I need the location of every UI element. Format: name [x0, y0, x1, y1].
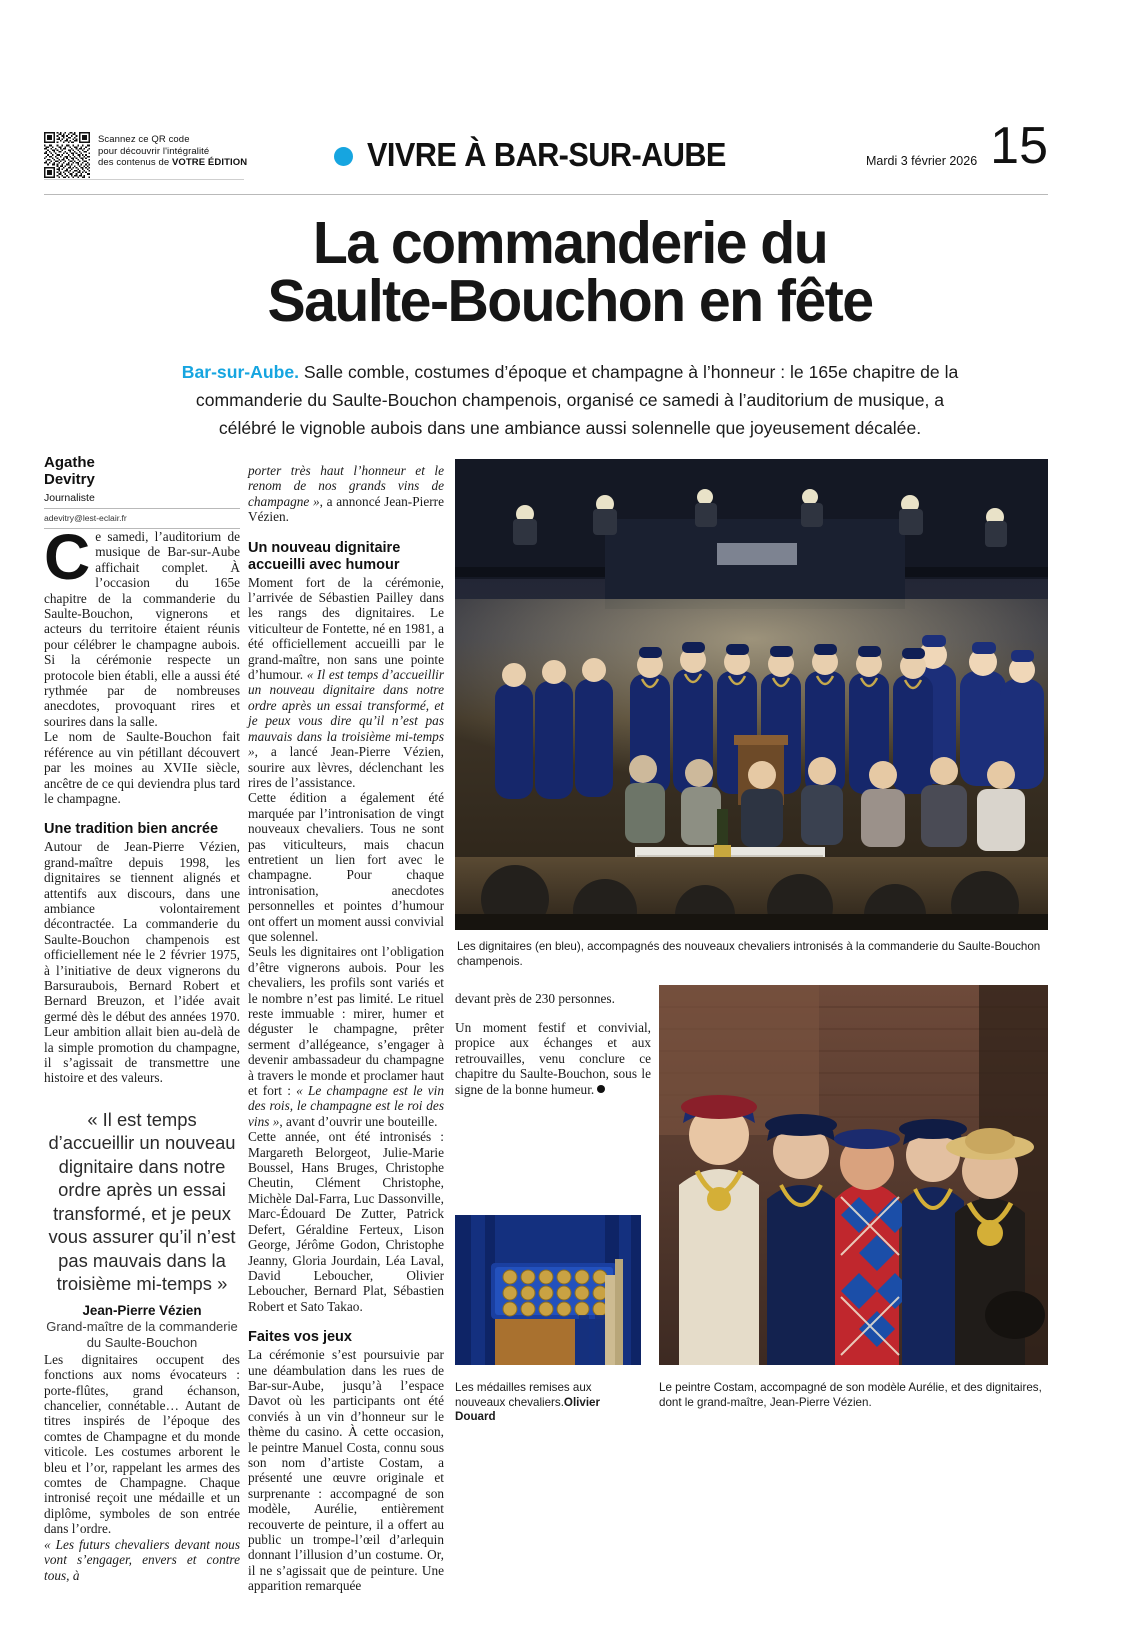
masthead — [44, 117, 1048, 190]
paragraph: Autour de Jean-Pierre Vézien, grand-maître depuis 1998, les dignitaires se tiennent alignés et attentifs aux discours, dans une ambiance volontairement décontractée. La commanderie du Saulte-Bouchon champenois est officiellement née le 2 février 1975, à l’initiative de deux vignerons du Barsuraubois, Bernard Robert et Bernard Breuzon, et l’idée avait germé dès le début des années 1970. Leur ambition allait bien au-delà de la simple promotion du champagne, il s’agissait de transmettre une histoire et des valeurs. — [44, 839, 240, 1086]
standfirst-text: Salle comble, costumes d’époque et champagne à l’honneur : le 165e chapitre de la commanderie du Saulte-Bouchon champenois, organisé ce samedi à l’auditorium de musique, a célébré le vignoble aubois dans une ambiance aussi solennelle que joyeusement décalée. — [195, 362, 959, 438]
paragraph: devant près de 230 personnes. — [455, 991, 615, 1007]
standfirst — [175, 358, 965, 442]
qr-promo-line1: Scannez ce QR code — [98, 134, 190, 145]
paragraph: Cette édition a également été marquée par l’intronisation de vingt nouveaux chevaliers. Tous ne sont pas viticulteurs, mais chacun entretient un lien fort avec le champagne. Pour chaque intronisation, anecdotes personnelles et pointes d’humour ont offert un moment aussi convivial que solennel. — [248, 790, 444, 944]
paragraph-text: , a annoncé Jean-Pierre Vézien. — [248, 493, 444, 525]
end-mark-icon — [597, 1085, 605, 1093]
headline-line-2: Saulte-Bouchon en fête — [267, 268, 873, 334]
subheading-line-2: accueilli avec humour — [248, 556, 400, 573]
paragraph: Le nom de Saulte-Bouchon fait référence au vin pétillant découvert par les moines au XVIIe siècle, ancêtre de ce qui deviendra plus tard le champagne. — [44, 729, 240, 806]
drop-cap: C — [44, 521, 91, 593]
paragraph: Les dignitaires occupent des fonctions aux noms évocateurs : porte-flûtes, grand échanson, chancelier, connétable… Autant de titres inspirés de l’époque des comtes de Champagne et du monde viticole. Les costumes arborent le bleu et l’or, rappelant les armes des comtes de Champagne. Chaque intronisé reçoit une médaille et un diplôme, symboles de son entrée dans l’ordre. — [44, 1351, 240, 1537]
subheading — [248, 540, 444, 574]
costam-photo-caption: Le peintre Costam, accompagné de son modèle Aurélie, et des dignitaires, dont le grand-maître, Jean-Pierre Vézien. — [659, 1381, 1042, 1409]
medals-photo — [455, 1215, 641, 1365]
quote-italic: « Il est temps d’accueillir un nouveau dignitaire dans notre ordre après un essai transformé, et je peux vous dire qu’il n’est pas mauvais dans la troisième mi-temps » — [248, 667, 445, 760]
paragraph-text: Un moment festif et convivial, propice aux échanges et aux retrouvailles, venu conclure ce chapitre du Saulte-Bouchon, sous le signe de la bonne humeur. — [455, 1020, 651, 1097]
article-column-1 — [44, 455, 240, 1583]
qr-promo-edition: VOTRE ÉDITION — [171, 157, 248, 168]
masthead-divider — [44, 194, 1048, 195]
paragraph: Cette année, ont été intronisés : Margareth Belorgeot, Julie-Marie Boussel, Hans Bruges, Christophe Cheutin, Clément Christophe, Michèle Dal-Farra, Luc Dassonville, Marc-Édouard De Zutter, Patrick Defert, Géraldine Ferteux, Lison George, Jérôme Godon, Christophe Jeanny, Gloria Jourdain, Léa Laval, David Leboucher, Olivier Leboucher, Bernard Plat, Sébastien Robert et Sato Takao. — [248, 1129, 444, 1314]
main-photo-image — [455, 459, 1048, 930]
paragraph — [248, 944, 444, 1129]
subheading: Faites vos jeux — [248, 1329, 352, 1346]
headline-line-1: La commanderie du — [312, 210, 828, 276]
paragraph-italic: « Les futurs chevaliers devant nous vont s’engager, envers et contre tous, à — [44, 1536, 240, 1583]
quote-italic: porter très haut l’honneur et le renom de nos grands vins de champagne » — [248, 463, 444, 509]
paragraph: La cérémonie s’est poursuivie par une déambulation dans les rues de Bar-sur-Aube, jusqu’à l’espace Davot où les participants ont été conviés à un vin d’honneur sur le thème du casino. À cette occasion, le peintre Manuel Costa, connu sous son nom d’artiste Costam, a présenté une œuvre originale et surprenante : accompagné de son modèle, Aurélie, entièrement recouverte de peinture, il a offert au public un trompe-l’œil d’arlequin donnant l’illusion d’un costume. Or, il ne s’agissait que de peinture. Une apparition remarquée — [248, 1347, 444, 1594]
paragraph-text: , avant d’ouvrir une bouteille. — [279, 1113, 438, 1129]
qr-promo-line3 — [98, 157, 247, 169]
costam-photo-image — [659, 985, 1048, 1365]
byline-divider-1 — [44, 508, 240, 509]
paragraph-text: Seuls les dignitaires ont l’obligation d’être vignerons aubois. Pour les chevaliers, les profils sont variés et le nombre n’est pas limité. Le rituel reste immuable : mirer, humer et déguster le champagne, prêter serment d’allégeance, s’engager à devenir ambassadeur du champagne à travers le monde et proclamer haut et fort : — [248, 944, 444, 1099]
page-number: 15 — [990, 117, 1048, 175]
pull-quote-author: Jean-Pierre Vézien — [82, 1302, 202, 1318]
qr-promo-line3-prefix: des contenus de — [98, 157, 172, 168]
paragraph-text: e samedi, l’auditorium de musique de Bar-sur-Aube affichait complet. À l’occasion du 165e chapitre de la commanderie du Saulte-Bouchon, vignerons et acteurs du territoire étaient réunis pour célébrer le champagne aubois. Si la cérémonie respecte un protocole bien établi, elle a aussi été rythmée par de nombreuses anecdotes, provoquant rires et sourires dans la salle. — [44, 529, 240, 729]
byline-email[interactable]: adevitry@lest-eclair.fr — [44, 513, 127, 523]
paragraph-text: Moment fort de la cérémonie, l’arrivée de Sébastien Pailley dans les rangs des dignitaires. Le viticulteur de Fontette, né en 1981, a été officiellement accueilli par le grand-maître, non sans une pointe d’humour. — [248, 574, 444, 683]
masthead-divider-short — [44, 179, 244, 180]
subheading: Une tradition bien ancrée — [44, 821, 219, 838]
byline-first-name: Agathe — [44, 454, 95, 471]
article-column-2 — [248, 463, 444, 1594]
photo-credit: Olivier Douard — [455, 1395, 601, 1423]
medals-photo-image — [455, 1215, 641, 1365]
main-photo — [455, 459, 1048, 930]
byline — [44, 455, 240, 529]
issue-date: Mardi 3 février 2026 — [866, 154, 978, 168]
qr-promo-block — [44, 132, 247, 178]
byline-role: Journaliste — [44, 492, 95, 504]
paragraph — [44, 521, 240, 729]
paragraph — [248, 463, 444, 525]
costam-photo — [659, 985, 1048, 1365]
standfirst-place: Bar-sur-Aube. — [181, 362, 300, 382]
medals-photo-caption — [455, 1381, 641, 1425]
pull-quote: « Il est temps d’accueillir un nouveau dignitaire dans notre ordre après un essai transformé, et je peux vous assurer qu’il n’est pas mauvais dans la troisième mi-temps » — [48, 1108, 236, 1295]
qr-code-icon — [44, 132, 90, 178]
subheading-line-1: Un nouveau dignitaire — [248, 539, 401, 556]
paragraph-text: , a lancé Jean-Pierre Vézien, sourire aux lèvres, déclenchant les rires de l’assistance. — [248, 744, 444, 790]
paragraph — [455, 1020, 651, 1097]
page-title — [85, 210, 1055, 334]
quote-italic: « Le champagne est le vin des rois, le champagne est le roi des vins » — [248, 1083, 444, 1129]
rubric-title: VIVRE À BAR-SUR-AUBE — [367, 136, 726, 173]
section-rubric — [334, 138, 753, 171]
main-photo-caption: Les dignitaires (en bleu), accompagnés des nouveaux chevaliers intronisés à la commanderie du Saulte-Bouchon champenois. — [457, 940, 1041, 968]
medals-caption-text: Les médailles remises aux nouveaux chevaliers. — [455, 1381, 592, 1409]
bullet-dot-icon — [334, 147, 353, 166]
qr-promo-line2: pour découvrir l'intégralité — [98, 145, 210, 157]
qr-promo-text — [98, 132, 247, 169]
article-column-3 — [455, 978, 651, 1110]
byline-last-name: Devitry — [44, 470, 95, 488]
paragraph — [248, 575, 444, 791]
pull-quote-role: Grand-maître de la commanderie du Saulte-Bouchon — [46, 1318, 238, 1351]
